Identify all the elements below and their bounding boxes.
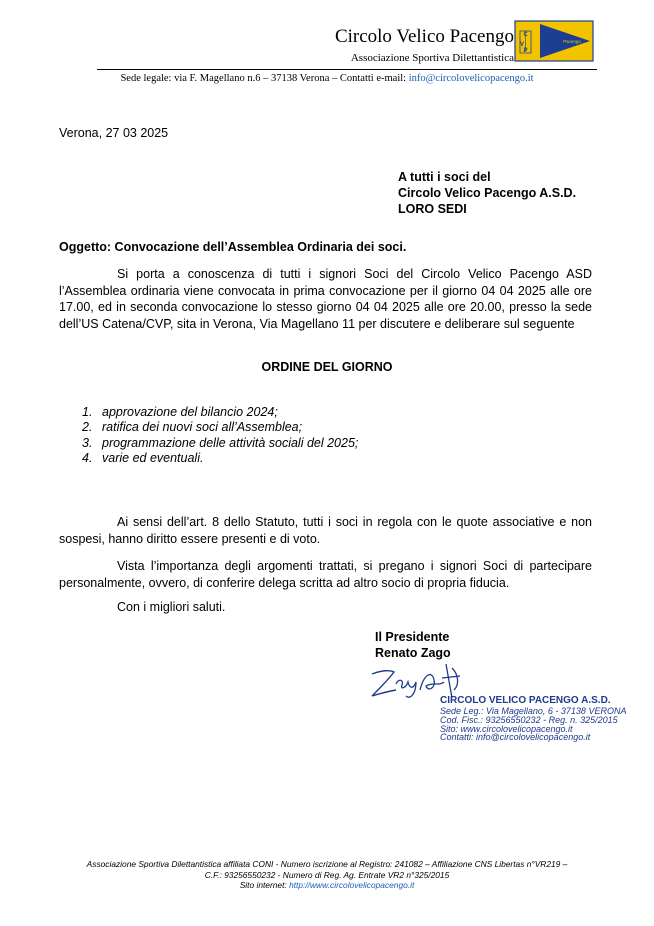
agenda-item [82,420,358,435]
convocation-paragraph: Si porta a conoscenza di tutti i signori Soci del Circolo Velico Pacengo ASD l’Assemblea ordinaria viene convocata in prima convocazione per il giorno 04 04 2025 alle ore 17.00, ed in seconda convocazione lo stesso giorno 04 04 2025 alle ore 20.00, presso la sede dell’US Catena/CVP, sita in Verona, Via Magellano 11 per discutere e deliberare sul seguente [59,267,592,331]
stamp-line: Contatti: info@circolovelicopacengo.it [440,732,591,743]
letter-date: Verona, 27 03 2025 [59,126,169,140]
agenda-list [82,405,358,466]
burgee-letter-p: P [523,48,528,54]
signer-role: Il Presidente [375,630,450,644]
recipient-line: LORO SEDI [398,202,467,216]
agenda-item-number: 1. [82,405,93,419]
page-footer [0,859,654,891]
recipients-block [398,169,576,217]
agenda-item-number: 2. [82,420,93,435]
agenda-item-text: varie ed eventuali. [102,450,204,465]
closing-line: Con i migliori saluti. [117,600,226,614]
footer-website-link[interactable]: http://www.circolovelicopacengo.it [289,880,415,890]
burgee-text: Pacengo [563,39,581,44]
agenda-item [82,436,358,451]
agenda-item-number: 4. [82,450,93,465]
letter-subject: Oggetto: Convocazione dell’Assemblea Ordinaria dei soci. [59,240,407,254]
agenda-title: ORDINE DEL GIORNO [261,360,393,374]
signer-name: Renato Zago [375,645,451,660]
letterhead-divider [97,69,597,70]
recipient-line: Circolo Velico Pacengo A.S.D. [398,186,577,200]
agenda-item-text: programmazione delle attività sociali del 2025; [102,435,359,450]
stamp-line: Sito: www.circolovelicopacengo.it [440,723,573,734]
stamp-line: Cod. Fisc.: 93256550232 - Reg. n. 325/2015 [440,714,618,725]
address-text: Sede legale: via F. Magellano n.6 – 37138 Verona – Contatti e-mail: [120,73,409,84]
footer-site-label: Sito internet: [239,880,290,890]
footer-line [0,880,654,891]
agenda-item [82,405,358,420]
footer-line: Associazione Sportiva Dilettantistica affiliata CONI - Numero iscrizione al Registro: 241082 – Affiliazione CNS Libertas n°VR219 – [86,859,568,869]
burgee-letter-c: C [523,32,528,38]
agenda-item-text: ratifica dei nuovi soci all’Assemblea; [102,420,303,435]
agenda-item [82,451,358,466]
stamp-title: CIRCOLO VELICO PACENGO A.S.D. [440,695,611,706]
voting-rights-paragraph: Ai sensi dell’art. 8 dello Statuto, tutti i soci in regola con le quote associative e non sospesi, hanno diritto essere presenti e di voto. [59,515,592,546]
address-email-link[interactable]: info@circolovelicopacengo.it [408,73,534,84]
stamp-line: Sede Leg.: Via Magellano, 6 - 37138 VERONA [440,706,627,716]
recipient-line: A tutti i soci del [398,170,491,184]
burgee-letter-v: V [519,42,525,48]
burgee-logo [514,20,594,62]
org-subtitle: Associazione Sportiva Dilettantistica [350,52,514,64]
org-name: Circolo Velico Pacengo [334,26,514,47]
agenda-item-number: 3. [82,435,93,450]
association-stamp [440,695,626,742]
legal-address [0,73,654,84]
signer-block [375,630,451,661]
participation-paragraph: Vista l’importanza degli argomenti trattati, si pregano i signori Soci di partecipare personalmente, ovvero, di conferire delega scritta ad altro socio di propria fiducia. [59,559,592,590]
agenda-item-text: approvazione del bilancio 2024; [102,405,278,419]
footer-line: C.F.: 93256550232 - Numero di Reg. Ag. Entrate VR2 n°325/2015 [204,869,450,880]
